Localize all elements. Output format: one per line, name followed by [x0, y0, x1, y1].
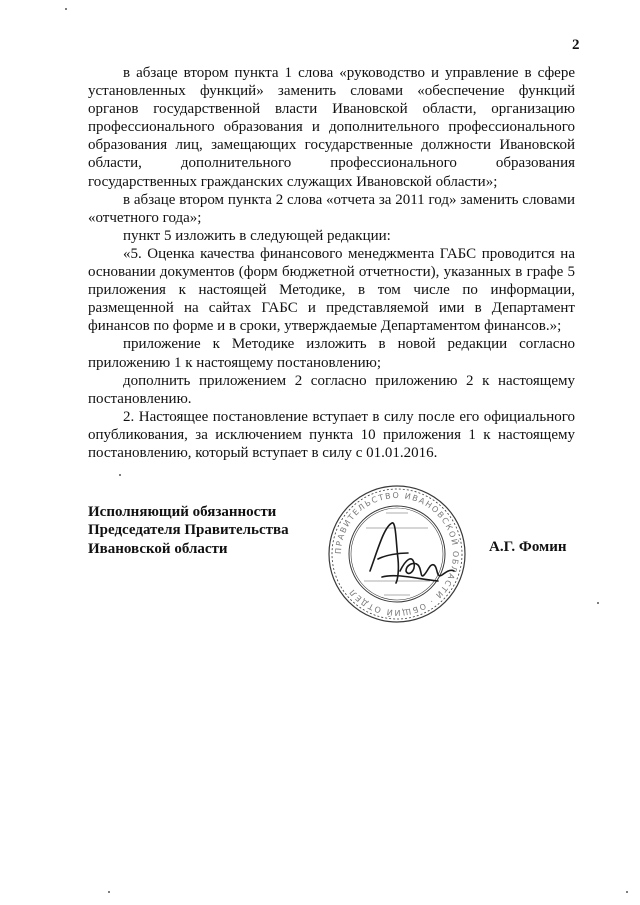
- page-number: 2: [572, 37, 580, 53]
- signatory-title-line-3: Ивановской области: [88, 540, 228, 557]
- signatory-title: [88, 503, 289, 558]
- paragraph-2: в абзаце втором пункта 2 слова «отчета за 2011 год» заменить словами «отчетного года»;: [88, 191, 575, 226]
- paragraph-4: «5. Оценка качества финансового менеджмента ГАБС проводится на основании документов (форм бюджетной отчетности), указанных в графе 5 приложения к настоящей Методике, в том числе по информации, размещенной на сайтах ГАБС и представляемой ими в Департамент финансов по форме и в сроки, утверждаемые Департаментом финансов.»;: [88, 245, 575, 335]
- scan-speck: [65, 8, 67, 10]
- paragraph-1: в абзаце втором пункта 1 слова «руководство и управление в сфере установленных функций» заменить словами «обеспечение функций органов государственной власти Ивановской области, организацию профессионального образования и дополнительного профессионального образования лиц, замещающих государственные должности Ивановской области, дополнительного профессионального образования государственных гражданских служащих Ивановской области»;: [88, 65, 575, 190]
- handwritten-signature: [370, 523, 454, 583]
- scan-speck: [119, 474, 121, 476]
- signatory-name: А.Г. Фомин: [489, 539, 567, 555]
- scan-speck: [597, 602, 599, 604]
- scan-speck: [108, 891, 110, 893]
- paragraph-5: приложение к Методике изложить в новой редакции согласно приложению 1 к настоящему постановлению;: [88, 336, 575, 371]
- signatory-title-line-1: Исполняющий обязанности: [88, 504, 277, 520]
- official-seal-with-signature: [326, 483, 468, 625]
- paragraph-7: 2. Настоящее постановление вступает в силу после его официального опубликования, за исключением пункта 10 приложения 1 к настоящему постановлению, который вступает в силу с 01.01.2016.: [88, 408, 575, 461]
- document-body: [88, 64, 575, 462]
- signatory-title-line-2: Председателя Правительства: [88, 522, 289, 539]
- paragraph-6: дополнить приложением 2 согласно приложению 2 к настоящему постановлению.: [88, 372, 575, 407]
- scan-speck: [626, 891, 628, 893]
- seal-text: ПРАВИТЕЛЬСТВО ИВАНОВСКОЙ ОБЛАСТИ · ОБЩИЙ ОТДЕЛ: [333, 490, 461, 618]
- paragraph-3: пункт 5 изложить в следующей редакции:: [123, 227, 391, 244]
